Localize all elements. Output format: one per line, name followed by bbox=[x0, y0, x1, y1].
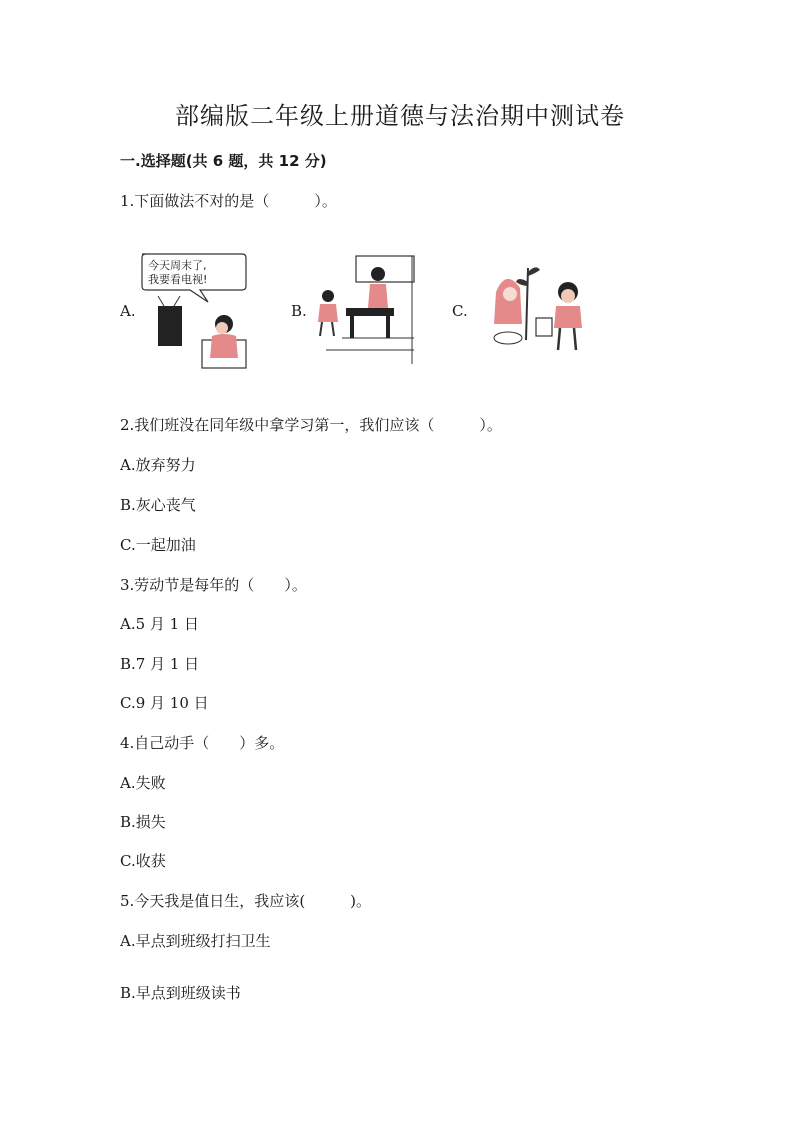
q4-option-a: A.失败 bbox=[120, 774, 166, 792]
q1-option-c-label: C. bbox=[452, 302, 468, 320]
question-4-stem: 4.自己动手（ ）多。 bbox=[120, 734, 285, 752]
q1-picture-a-watching-tv bbox=[138, 248, 250, 370]
q3-option-c: C.9 月 10 日 bbox=[120, 694, 209, 712]
page-title: 部编版二年级上册道德与法治期中测试卷 bbox=[175, 102, 625, 130]
q1-picture-c-planting-tree bbox=[488, 258, 594, 356]
q5-option-a: A.早点到班级打扫卫生 bbox=[120, 932, 271, 950]
speech-bubble-line-2: 我要看电视! bbox=[148, 273, 208, 286]
q2-option-c: C.一起加油 bbox=[120, 536, 196, 554]
q1-picture-b-cleaning-desk bbox=[312, 252, 416, 366]
q3-option-a: A.5 月 1 日 bbox=[120, 615, 199, 633]
tv-icon bbox=[158, 306, 182, 346]
question-1-stem: 1.下面做法不对的是（ ）。 bbox=[120, 192, 337, 210]
q4-option-c: C.收获 bbox=[120, 852, 166, 870]
q4-option-b: B.损失 bbox=[120, 813, 166, 831]
q1-option-b-label: B. bbox=[291, 302, 307, 320]
question-5-stem: 5.今天我是值日生，我应该( )。 bbox=[120, 892, 372, 910]
q1-option-a-label: A. bbox=[120, 302, 136, 320]
question-3-stem: 3.劳动节是每年的（ ）。 bbox=[120, 576, 307, 594]
speech-bubble-line-1: 今天周末了, bbox=[148, 259, 207, 272]
q3-option-b: B.7 月 1 日 bbox=[120, 655, 200, 673]
q2-option-b: B.灰心丧气 bbox=[120, 496, 196, 514]
question-2-stem: 2.我们班没在同年级中拿学习第一，我们应该（ ）。 bbox=[120, 416, 502, 434]
q2-option-a: A.放弃努力 bbox=[120, 456, 196, 474]
section-heading: 一.选择题(共 6 题，共 12 分) bbox=[120, 152, 327, 170]
q5-option-b: B.早点到班级读书 bbox=[120, 984, 241, 1002]
